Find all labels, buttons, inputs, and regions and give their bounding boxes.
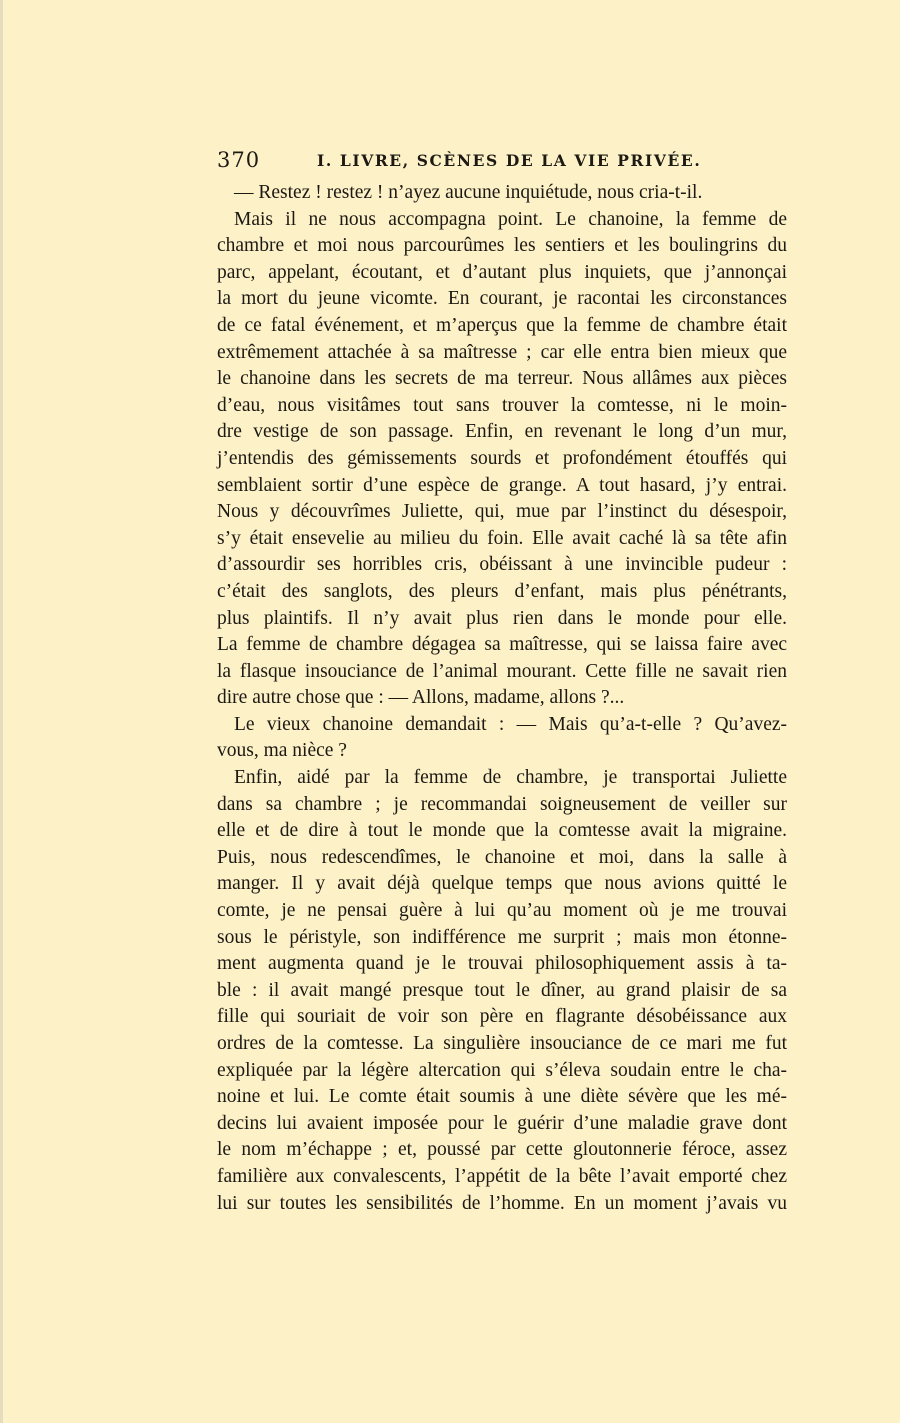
text-line: c’était des sanglots, des pleurs d’enfant, mais plus pénétrants, bbox=[217, 580, 787, 602]
text-line: semblaient sortir d’une espèce de grange. A tout hasard, j’y entrai. bbox=[217, 474, 787, 496]
text-line: La femme de chambre dégagea sa maîtresse, qui se laissa faire avec bbox=[217, 634, 787, 656]
text-line: fille qui souriait de voir son père en flagrante désobéissance aux bbox=[217, 1006, 787, 1028]
text-line: comte, je ne pensai guère à lui qu’au moment où je me trouvai bbox=[217, 900, 787, 922]
text-line: lui sur toutes les sensibilités de l’homme. En un moment j’avais vu bbox=[217, 1192, 787, 1214]
page-number: 370 bbox=[217, 148, 261, 172]
text-line: dans sa chambre ; je recommandai soigneusement de veiller sur bbox=[217, 793, 787, 815]
text-line: Le vieux chanoine demandait : — Mais qu’a-t-elle ? Qu’avez- bbox=[234, 713, 787, 735]
text-line: expliquée par la légère altercation qui s’éleva soudain entre le cha- bbox=[217, 1059, 787, 1081]
text-line: plus plaintifs. Il n’y avait plus rien dans le monde pour elle. bbox=[217, 607, 787, 629]
text-line: ble : il avait mangé presque tout le dîner, au grand plaisir de sa bbox=[217, 979, 787, 1001]
text-line: familière aux convalescents, l’appétit de la bête l’avait emporté chez bbox=[217, 1165, 787, 1187]
text-line: le nom m’échappe ; et, poussé par cette gloutonnerie féroce, assez bbox=[217, 1139, 787, 1161]
text-line: ment augmenta quand je le trouvai philosophiquement assis à ta- bbox=[217, 953, 787, 975]
text-line: d’assourdir ses horribles cris, obéissant à une invincible pudeur : bbox=[217, 554, 787, 576]
text-line: sous le péristyle, son indifférence me surprit ; mais mon étonne- bbox=[217, 926, 787, 948]
text-line: ordres de la comtesse. La singulière insouciance de ce mari me fut bbox=[217, 1033, 787, 1054]
text-line: j’entendis des gémissements sourds et profondément étouffés qui bbox=[217, 447, 787, 469]
text-line: de ce fatal événement, et m’aperçus que la femme de chambre était bbox=[217, 314, 787, 336]
text-line: vous, ma nièce ? bbox=[217, 740, 347, 762]
text-line: s’y était ensevelie au milieu du foin. Elle avait caché là sa tête afin bbox=[217, 527, 787, 549]
text-line: Nous y découvrîmes Juliette, qui, mue par l’instinct du désespoir, bbox=[217, 501, 787, 523]
text-line: noine et lui. Le comte était soumis à une diète sévère que les mé- bbox=[217, 1086, 787, 1108]
text-line: le chanoine dans les secrets de ma terreur. Nous allâmes aux pièces bbox=[217, 368, 787, 390]
text-line: parc, appelant, écoutant, et d’autant plus inquiets, que j’annonçai bbox=[217, 261, 787, 283]
text-line: Mais il ne nous accompagna point. Le chanoine, la femme de bbox=[234, 208, 787, 230]
text-line: Enfin, aidé par la femme de chambre, je transportai Juliette bbox=[234, 767, 787, 789]
text-line: decins lui avaient imposée pour le guérir d’une maladie grave dont bbox=[217, 1112, 787, 1134]
text-line: la mort du jeune vicomte. En courant, je racontai les circonstances bbox=[217, 288, 787, 310]
running-title: I. LIVRE, SCÈNES DE LA VIE PRIVÉE. bbox=[317, 151, 702, 170]
body-text bbox=[217, 180, 787, 1217]
text-line: — Restez ! restez ! n’ayez aucune inquiétude, nous cria-t-il. bbox=[234, 182, 703, 203]
text-line: chambre et moi nous parcourûmes les sentiers et les boulingrins du bbox=[217, 235, 787, 257]
text-line: extrêmement attachée à sa maîtresse ; car elle entra bien mieux que bbox=[217, 341, 787, 363]
running-head bbox=[217, 148, 787, 174]
text-line: d’eau, nous visitâmes tout sans trouver la comtesse, ni le moin- bbox=[217, 394, 787, 416]
text-line: la flasque insouciance de l’animal mourant. Cette fille ne savait rien bbox=[217, 660, 787, 682]
text-line: dre vestige de son passage. Enfin, en revenant le long d’un mur, bbox=[217, 421, 787, 443]
text-line: Puis, nous redescendîmes, le chanoine et moi, dans la salle à bbox=[217, 846, 787, 868]
text-line: elle et de dire à tout le monde que la comtesse avait la migraine. bbox=[217, 820, 787, 842]
text-line: dire autre chose que : — Allons, madame, allons ?... bbox=[217, 687, 625, 709]
text-line: manger. Il y avait déjà quelque temps que nous avions quitté le bbox=[217, 873, 787, 895]
